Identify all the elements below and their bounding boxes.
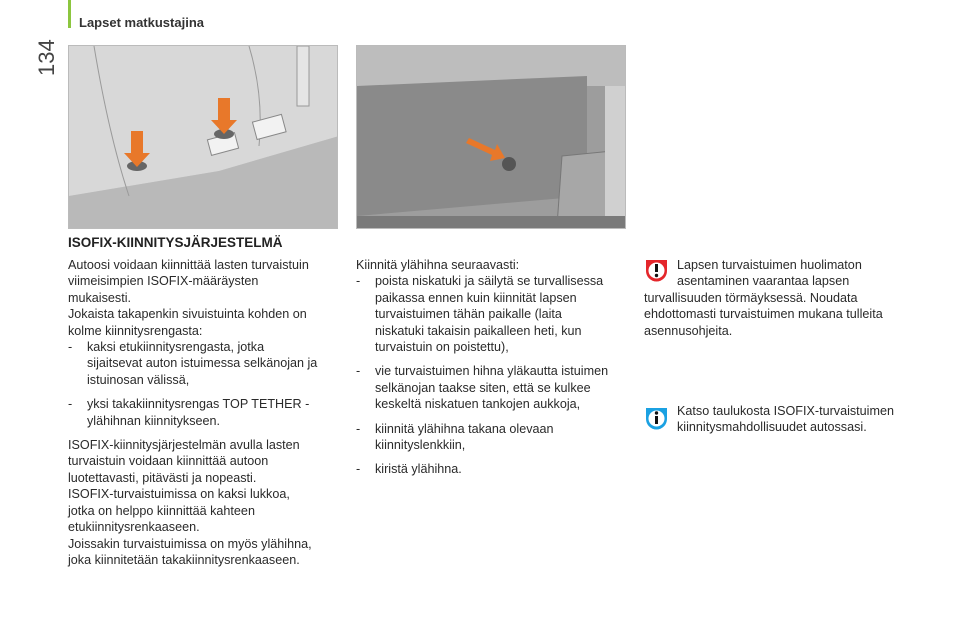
text-line: joka kiinnitetään takakiinnitysrenkaaseen.	[68, 552, 300, 567]
list-item	[68, 396, 343, 429]
list-item	[356, 461, 631, 477]
text-line: paikassa ennen kuin kiinnität lapsen	[375, 290, 577, 305]
text-line: kolme kiinnitysrengasta:	[68, 323, 203, 338]
top-tether-instructions	[356, 257, 631, 478]
text-line: -	[356, 364, 361, 379]
text-line: mukaisesti.	[68, 290, 131, 305]
text-line: ylähihnan kiinnitykseen.	[87, 413, 221, 428]
text-line: poista niskatuki ja säilytä se turvallisessa	[375, 274, 604, 289]
text-line: niskatuki takaisin paikalleen heti, kun	[375, 323, 582, 338]
text-line: kiinnitysmahdollisuudet autossasi.	[677, 420, 867, 435]
text-line: turvaistuimen tähän paikalle (laita	[375, 307, 562, 322]
trunk-anchor-photo	[356, 45, 626, 229]
isofix-heading: ISOFIX-KIINNITYSJÄRJESTELMÄ	[68, 235, 283, 250]
list-item	[356, 273, 631, 355]
section-accent-bar	[68, 0, 71, 28]
text-line: ISOFIX-kiinnitysjärjestelmän avulla lasten	[68, 438, 300, 453]
text-line: -	[68, 340, 73, 355]
text-line: -	[356, 421, 361, 436]
info-note	[644, 403, 924, 436]
text-line: Kiinnitä ylähihna seuraavasti:	[356, 258, 520, 272]
rear-seat-isofix-photo	[68, 45, 338, 229]
text-line: luotettavasti, pitävästi ja nopeasti.	[68, 470, 257, 485]
text-line: jotka on helppo kiinnittää kahteen	[68, 503, 255, 518]
warning-icon	[644, 258, 669, 283]
page-number: 134	[34, 39, 59, 76]
text-line: ISOFIX-turvaistuimissa on kaksi lukkoa,	[68, 487, 290, 502]
text-line: Katso taulukosta ISOFIX-turvaistuimen	[677, 404, 894, 418]
list-item	[356, 421, 631, 454]
text-line: turvaistuin on poistettu),	[375, 340, 509, 355]
text-line: etukiinnitysrenkaaseen.	[68, 520, 200, 535]
text-line: turvallisuuden törmäyksessä. Noudata	[644, 290, 858, 305]
text-line: Joissakin turvaistuimissa on myös ylähihna,	[68, 536, 312, 551]
text-line: -	[68, 397, 73, 412]
section-title: Lapset matkustajina	[79, 15, 204, 30]
text-line: kiristä ylähihna.	[375, 462, 462, 477]
text-line: kiinnityslenkkiin,	[375, 438, 466, 453]
text-line: asentaminen vaarantaa lapsen	[677, 274, 850, 289]
text-line: -	[356, 274, 361, 289]
text-line: ehdottomasti turvaistuimen mukana tulleita	[644, 307, 883, 322]
warning-note	[644, 257, 924, 339]
text-line: sijaitsevat auton istuimessa selkänojan ja	[87, 356, 318, 371]
text-line: Lapsen turvaistuimen huolimaton	[677, 258, 862, 272]
text-line: selkänojan taakse siten, että se kulkee	[375, 380, 591, 395]
list-item	[356, 363, 631, 412]
list-item	[68, 339, 343, 388]
text-line: kaksi etukiinnitysrengasta, jotka	[87, 340, 265, 355]
text-line: yksi takakiinnitysrengas TOP TETHER -	[87, 397, 310, 412]
text-line: kiinnitä ylähihna takana olevaan	[375, 421, 554, 436]
text-line: turvaistuin voidaan kiinnittää autoon	[68, 454, 269, 469]
text-line: vie turvaistuimen hihna yläkautta istuimen	[375, 364, 609, 379]
text-line: keskeltä niskatuen tankojen aukkoja,	[375, 397, 581, 412]
text-line: Jokaista takapenkin sivuistuinta kohden on	[68, 307, 307, 322]
info-icon	[644, 406, 669, 431]
text-line: viimeisimpien ISOFIX-määräysten	[68, 274, 259, 289]
text-line: -	[356, 462, 361, 477]
text-line: asennusohjeita.	[644, 323, 733, 338]
text-line: istuinosan välissä,	[87, 372, 190, 387]
text-line: Autoosi voidaan kiinnittää lasten turvaistuin	[68, 258, 309, 272]
isofix-description	[68, 257, 343, 568]
